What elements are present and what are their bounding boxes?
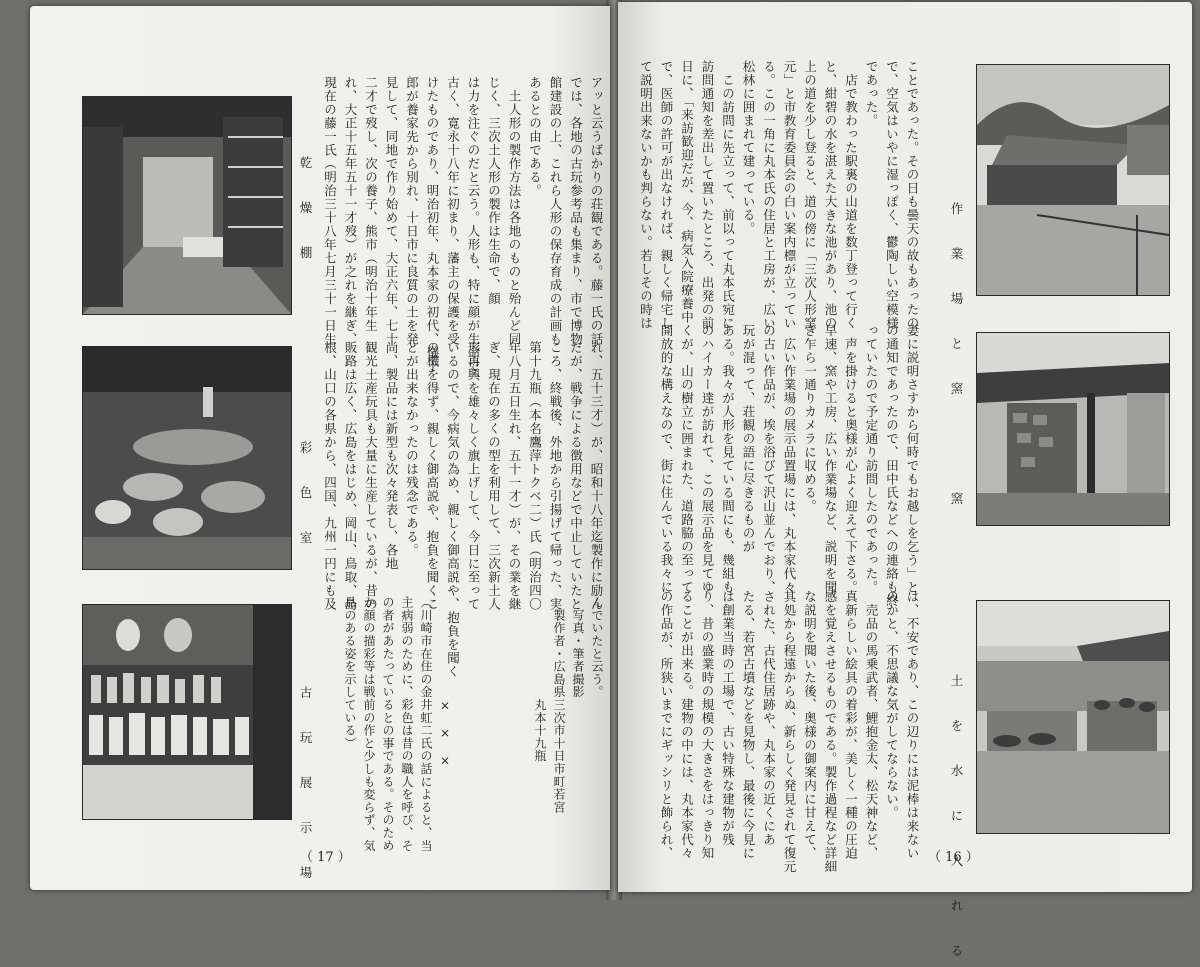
photo-kiln (976, 332, 1170, 526)
drying-shelves-image (83, 97, 291, 314)
caption-clay-in-water: 土 を 水 に 入 れ る (949, 674, 964, 967)
kiln-image (977, 333, 1169, 525)
clay-in-water-image (977, 601, 1169, 833)
caption-drying-shelves: 乾 燥 棚 (298, 156, 313, 269)
left-page (30, 6, 610, 890)
photo-workshop-kiln (976, 64, 1170, 296)
caption-kiln: 窯 (949, 492, 964, 515)
page-number-16: （ 16 ） (928, 850, 979, 865)
page-number-17: （ 17 ） (300, 850, 351, 865)
right-body-column-1: ことであった。その日も曇天の故もあったの で、空気はいやに湿っぽく、鬱陶しい空模様 であった。 店で教わった駅裏の山道を数丁登って行く と、紺碧の水を湛えた大きな池があり、池の 上の道を少し登ると、道の傍に「三次人形窯 元」と市教育委員会の白い案内標が立ってい る。この一角に丸本氏の住居と工房が、広い 松林に囲まれて建っている。 この訪問に先立って、前以って丸本氏宛に 訪問通知を差出して置いたところ、出発の前 日に、「来訪歓迎だが、今、病気入院療養中 で、医師の許可が出なければ、親しく帰宅し て説明出来ないかも判らない。若しその時は (638, 60, 920, 330)
left-body-column-3: んでいたと云う。 写真・筆者撮影 製作者・広島県三次市十日市町若宮 丸本十九瓶 × × × （川崎市在住の金井虹二氏の話によると、当 主病弱のために、彩色は昔の職人を呼び、そ の者があたっているとの事である。そのため か顔の描彩等は戦前の作と少しも変らず、気 品のある姿を示している） (343, 596, 604, 852)
painting-room-image (83, 347, 291, 569)
left-body-column-2: れ、五十三才）が、昭和十八年迄製作に励ん だが、戦争による徴用などで中止していたと ころ、終戦後、外地から引揚げて帰った、実 第十九瓶（本名鷹萍トクベ二）氏（明治四〇 年八月五日生れ、五十一才）が、その業を継 ぎ、現在の多くの型を利用して、三次新土人 形再興を雄々しく旗上げして、今日に至って いるので、今病気の為め、親しく御高説や、抱負を聞く の機を得ず、親しく御高説や、抱負を聞くこ とが出来なかったのは残念である。 尚、製品には新型も次々発表し、各地 観光土産玩具も大量に生産しているが、昔の 販路は広く、広島をはじめ、岡山、鳥取、島 根、山口の各県から、四国、九州一円にも及 (322, 341, 604, 679)
right-body-column-2: 妻に説明さすから何時でもお越しを乞う」と の通知であったので、田中氏などへの連絡も終 っていたので予定通り訪問したのであった。 声を掛けると奥様が心よく迎えて下さる。 早速、窯や工房、広い作業場など、説明を聞 き乍ら一通りカメラに収める。 広い作業場の展示品置場には、丸本家代々 の古い作品が、埃を浴びて沢山並んでおり、 玩が混って、荘観の語に尽きるものが ある。我々が人形を見ている間にも、幾組も のハイカー達が訪れて、この展示品を見てゆ くが、山の樹立に囲まれた、道路脇の至って 開放的な構えなので、街に住んでいる我々に (659, 324, 920, 608)
left-body-column-1: アッと云うばかりの荘観である。藤一氏の話 では、各地の古玩参考品も集まり、市で博物 館建設の上、これら人形の保存育成の計画も あるとの由である。 土人形の製作方法は各地のものと殆んど同 じく、三次土人形の製作は生命で、顔 は力を注ぐのだと云う。人形も、特に顔が生命で、 古く、寛永十八年に初まり、藩主の保護を受 けたものであり、明治初年、丸本家の初代、儀十 郎が養家先から別れ、十日市に良質の土を発 見して、同地で作り始めて、大正六年、七十 二才で歿し、次の養子、熊市（明治十年生 れ、大正十五年五十一才歿）が之れを継ぎ、 現在の藤一氏（明治三十八年七月三十一日生 (322, 76, 604, 387)
caption-painting-room: 彩 色 室 (298, 441, 313, 554)
photo-antique-display (82, 604, 292, 820)
photo-clay-in-water (976, 600, 1170, 834)
photo-painting-room (82, 346, 292, 570)
caption-antique-display: 古 玩 展 示 場 (298, 686, 313, 889)
right-page (618, 2, 1192, 967)
antique-display-image (83, 605, 291, 819)
photo-drying-shelves (82, 96, 292, 315)
workshop-kiln-image (977, 65, 1169, 295)
right-body-column-3: は、不安であり、この辺りには泥棒は来ない のかと、不思議な気がしてならない。 売品の馬乗武者、鯉抱金太、松天神など、 真新らしい絵具の着彩が、美しく一種の圧迫 感を覚えさせるものである。製作過程など詳細 な説明を聞いた後、奥様の御案内に甘えて、 其処から程遠からぬ、新らしく発見されて復元 された、古代住居跡や、丸本家の近くにあ たる、若宮古墳などを見物し、最後に今見に は創業当時の工場で、古い特殊な建物が残 り、昔の盛業時の規模の大きさをはっきり知 ることが出来る。建物の中には、丸本家代々 の作品が、所狭いまでにギッシリと飾られ、 (659, 590, 920, 874)
caption-workshop-kiln: 作 業 場 と 窯 (949, 202, 964, 405)
